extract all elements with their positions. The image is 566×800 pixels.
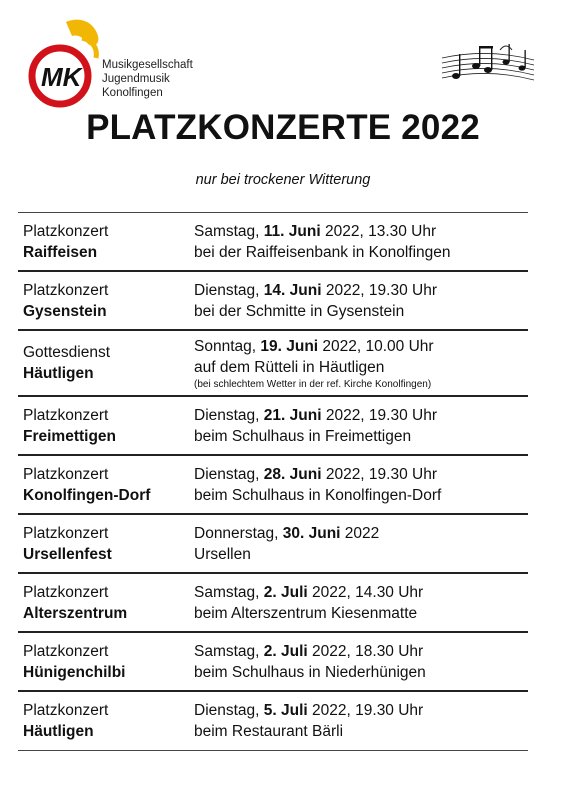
logo-letters: MK <box>41 62 82 92</box>
event-location: beim Schulhaus in Niederhünigen <box>194 663 426 681</box>
event-date-line: Samstag, 2. Juli 2022, 18.30 Uhr <box>194 642 424 660</box>
event-location: auf dem Rütteli in Häutligen <box>194 358 385 376</box>
event-location: beim Alterszentrum Kiesenmatte <box>194 604 418 622</box>
event-date: 11. Juni <box>263 222 321 240</box>
org-name <box>102 58 193 100</box>
event-date: 14. Juni <box>263 281 322 299</box>
event-date: 28. Juni <box>263 465 322 483</box>
event-place: Ursellenfest <box>23 545 112 563</box>
event-type: Platzkonzert <box>23 281 109 299</box>
event-location: beim Schulhaus in Freimettigen <box>194 427 412 445</box>
event-date: 5. Juli <box>263 702 308 719</box>
event-date: 2. Juli <box>263 642 308 660</box>
event-type: Platzkonzert <box>23 222 109 240</box>
event-row <box>18 633 528 692</box>
event-row <box>18 213 528 272</box>
event-row <box>18 331 528 397</box>
mk-logo-icon <box>22 14 112 109</box>
event-date-line: Dienstag, 28. Juni 2022, 19.30 Uhr <box>194 465 437 483</box>
event-date: 30. Juni <box>282 524 341 542</box>
event-location: beim Schulhaus in Konolfingen-Dorf <box>194 486 442 504</box>
event-location: bei der Raiffeisenbank in Konolfingen <box>194 243 451 261</box>
event-row <box>18 574 528 633</box>
event-note: (bei schlechtem Wetter in der ref. Kirche Konolfingen) <box>194 378 432 390</box>
org-line-1: Musikgesellschaft <box>102 59 193 71</box>
event-place: Alterszentrum <box>23 604 128 622</box>
event-type: Platzkonzert <box>23 406 109 424</box>
event-type: Platzkonzert <box>23 642 109 660</box>
event-date-line: Donnerstag, 30. Juni 2022 <box>194 524 380 542</box>
org-line-3: Konolfingen <box>102 87 163 99</box>
event-row <box>18 397 528 456</box>
event-location: bei der Schmitte in Gysenstein <box>194 302 405 320</box>
event-place: Konolfingen-Dorf <box>23 486 151 504</box>
event-date-line: Dienstag, 14. Juni 2022, 19.30 Uhr <box>194 281 437 299</box>
page-title: PLATZKONZERTE 2022 <box>86 108 480 147</box>
event-location: beim Restaurant Bärli <box>194 723 344 740</box>
event-type: Platzkonzert <box>23 583 109 601</box>
event-place: Hünigenchilbi <box>23 663 126 681</box>
event-place: Freimettigen <box>23 427 117 445</box>
music-notes-icon <box>440 40 536 92</box>
event-type: Gottesdienst <box>23 344 111 361</box>
event-date: 19. Juni <box>260 337 319 355</box>
event-type: Platzkonzert <box>23 465 109 483</box>
event-row <box>18 272 528 331</box>
event-location: Ursellen <box>194 545 251 563</box>
event-date: 21. Juni <box>263 406 322 424</box>
event-date-line: Dienstag, 5. Juli 2022, 19.30 Uhr <box>194 702 424 719</box>
event-row <box>18 456 528 515</box>
event-row <box>18 515 528 574</box>
event-type: Platzkonzert <box>23 702 109 719</box>
event-table <box>18 212 528 751</box>
event-place: Gysenstein <box>23 302 107 320</box>
event-date-line: Dienstag, 21. Juni 2022, 19.30 Uhr <box>194 406 437 424</box>
event-place: Häutligen <box>23 365 94 382</box>
org-line-2: Jugendmusik <box>102 73 170 85</box>
event-date: 2. Juli <box>263 583 308 601</box>
page-subtitle: nur bei trockener Witterung <box>195 172 371 188</box>
event-date-line: Samstag, 11. Juni 2022, 13.30 Uhr <box>194 222 437 240</box>
event-row <box>18 692 528 751</box>
event-type: Platzkonzert <box>23 524 109 542</box>
event-place: Raiffeisen <box>23 243 98 261</box>
event-date-line: Sonntag, 19. Juni 2022, 10.00 Uhr <box>194 337 434 355</box>
event-date-line: Samstag, 2. Juli 2022, 14.30 Uhr <box>194 583 424 601</box>
event-place: Häutligen <box>23 723 94 740</box>
